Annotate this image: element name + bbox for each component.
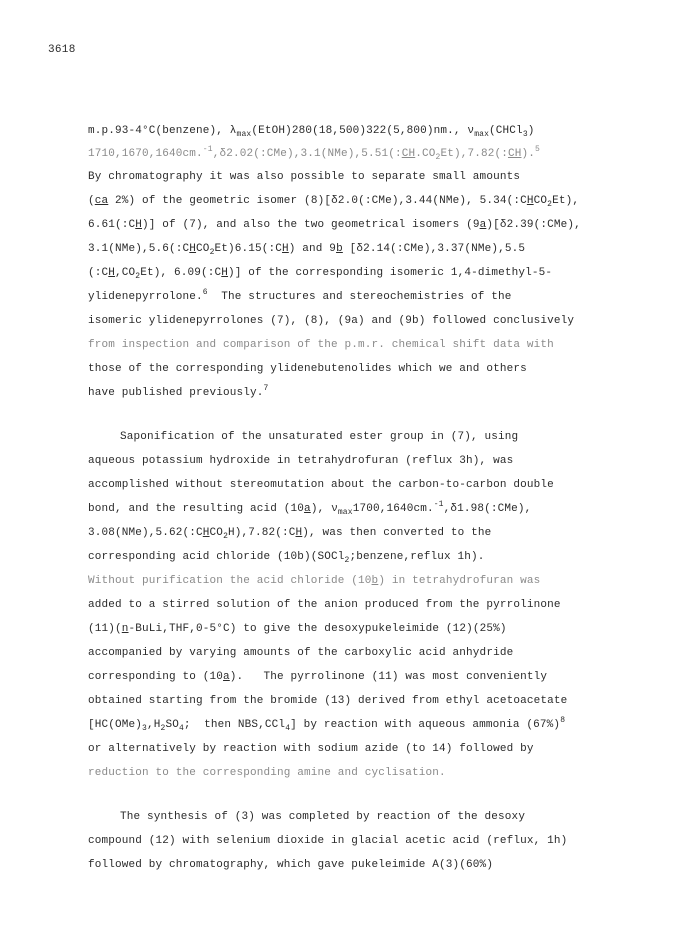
text-line: obtained starting from the bromide (13) derived from ethyl acetoacetate [88, 695, 568, 707]
text-line: Without purification the acid chloride (10b) in tetrahydrofuran was [88, 575, 541, 587]
text-line: $(:CH,CO_2Et)$, 6.09(:CH)] of the corresponding isomeric 1,4-dimethyl-5- [88, 267, 553, 281]
text-line: (ca 2%) of the geometric isomer (8)[δ2.0(:CMe),3.44(NMe), $5.34(:CHCO_2Et)$, [88, 195, 580, 209]
text-line: 6.61(:CH)] of (7), and also the two geometrical isomers (9a)[δ2.39(:CMe), [88, 219, 581, 231]
text-line: reduction to the corresponding amine and cyclisation. [88, 767, 446, 779]
text-line: bond, and the resulting acid (10a), $\nu_{max}1700,1640cm.^{-1},\delta 1.98(:CMe)$, [88, 500, 532, 517]
text-line: $3.08(NMe),5.62(:CHCO_2H),7.82(:CH)$, was then converted to the [88, 527, 492, 541]
text-line: from inspection and comparison of the p.m.r. chemical shift data with [88, 339, 554, 351]
text-line: isomeric ylidenepyrrolones (7), (8), (9a) and (9b) followed conclusively [88, 315, 575, 327]
text-line: Saponification of the unsaturated ester group in (7), using [120, 431, 519, 443]
text-line: $1710,1670,1640cm.^{-1},\delta 2.02(:CMe),3.1(NMe),5.51(:CH.CO_2Et),7.82(:CH).^5$ [88, 145, 540, 162]
text-line: or alternatively by reaction with sodium azide (to 14) followed by [88, 743, 534, 755]
text-line: ylidenepyrrolone.$^6$ The structures and stereochemistries of the [88, 288, 512, 303]
text-line: (11)(n-BuLi,THF,0-5°C) to give the desoxypukeleimide (12)(25%) [88, 623, 507, 635]
text-line: have published previously.$^7$ [88, 384, 269, 399]
text-line: By chromatography it was also possible to separate small amounts [88, 171, 521, 183]
page-number: 3618 [48, 44, 76, 56]
text-line: [$HC(OMe)_3,H_2SO_4$; then NBS,CCl$_4$] by reaction with aqueous ammonia $(67\%)^8$ [88, 716, 566, 733]
text-line: compound (12) with selenium dioxide in glacial acetic acid (reflux, 1h) [88, 835, 568, 847]
text-line: $3.1(NMe),5.6(:CHCO_2Et)6.15(:CH)$ and 9b [δ2.14(:CMe),3.37(NMe),5.5 [88, 243, 526, 257]
text-line: accompanied by varying amounts of the carboxylic acid anhydride [88, 647, 514, 659]
text-line: added to a stirred solution of the anion produced from the pyrrolinone [88, 599, 561, 611]
text-line: corresponding acid chloride (10b)(SOCl$_2$;benzene,reflux 1h). [88, 551, 485, 565]
text-line: followed by chromatography, which gave pukeleimide A(3)(60%) [88, 859, 494, 871]
text-line: The synthesis of (3) was completed by reaction of the desoxy [120, 811, 526, 823]
text-line: corresponding to (10a). The pyrrolinone (11) was most conveniently [88, 671, 548, 683]
text-line: accomplished without stereomutation about the carbon-to-carbon double [88, 479, 554, 491]
text-line: those of the corresponding ylidenebutenolides which we and others [88, 363, 527, 375]
text-line: m.p.93-4°C(benzene), $\lambda_{max}(EtOH)280(18,500)322(5,800)nm$., $\nu_{max}(CHCl_3)$ [88, 125, 535, 139]
text-line: aqueous potassium hydroxide in tetrahydrofuran (reflux 3h), was [88, 455, 514, 467]
